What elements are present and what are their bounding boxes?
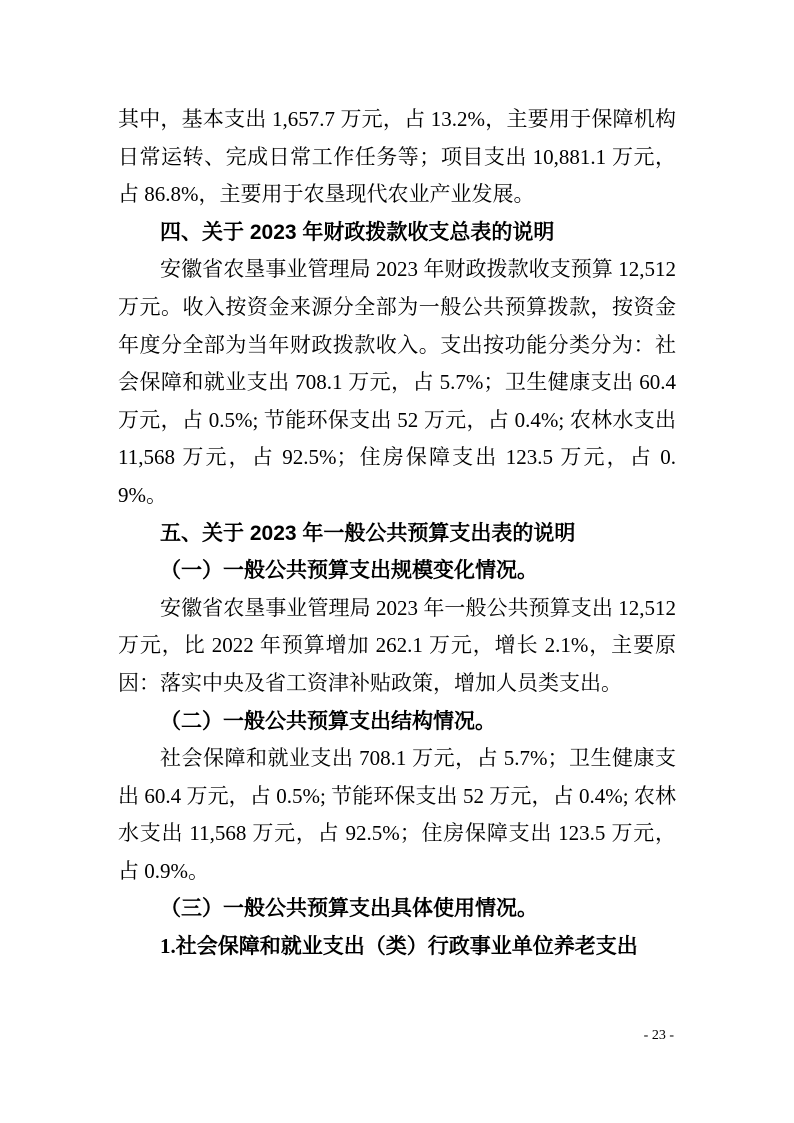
document-body — [118, 101, 676, 966]
paragraph-fiscal-appropriation-detail: 安徽省农垦事业管理局 2023 年财政拨款收支预算 12,512 万元。收入按资金来源分全部为一般公共预算拨款，按资金年度分全部为当年财政拨款收入。支出按功能分类分为：社会保障和就业支出 708.1 万元，占 5.7%；卫生健康支出 60.4 万元，占 0.5%; 节能环保支出 52 万元，占 0.4%; 农林水支出 11,568 万元，占 92.5%；住房保障支出 123.5 万元，占 0.9%。 — [118, 257, 676, 507]
heading-item-1-social-security-employment-pension: 1.社会保障和就业支出（类）行政事业单位养老支出 — [160, 934, 638, 959]
heading-subsection-3-expenditure-specific-usage: （三）一般公共预算支出具体使用情况。 — [160, 896, 538, 921]
paragraph-expenditure-scale-change-detail: 安徽省农垦事业管理局 2023 年一般公共预算支出 12,512 万元，比 2022 年预算增加 262.1 万元，增长 2.1%，主要原因：落实中央及省工资津补贴政策，增加人员类支出。 — [118, 595, 676, 695]
page-number: - 23 - — [643, 1028, 674, 1043]
heading-section-4-fiscal-appropriation-summary: 四、关于 2023 年财政拨款收支总表的说明 — [160, 220, 555, 244]
heading-subsection-2-expenditure-structure: （二）一般公共预算支出结构情况。 — [160, 708, 496, 733]
paragraph-basic-and-project-expenditure: 其中，基本支出 1,657.7 万元，占 13.2%，主要用于保障机构日常运转、完成日常工作任务等；项目支出 10,881.1 万元，占 86.8%，主要用于农垦现代农业产业发展。 — [118, 107, 676, 207]
heading-subsection-1-expenditure-scale-change: （一）一般公共预算支出规模变化情况。 — [160, 558, 538, 583]
paragraph-expenditure-structure-detail: 社会保障和就业支出 708.1 万元，占 5.7%；卫生健康支出 60.4 万元，占 0.5%; 节能环保支出 52 万元，占 0.4%; 农林水支出 11,568 万元，占 92.5%；住房保障支出 123.5 万元，占 0.9%。 — [118, 746, 676, 883]
heading-section-5-general-public-budget-expenditure: 五、关于 2023 年一般公共预算支出表的说明 — [160, 521, 576, 545]
